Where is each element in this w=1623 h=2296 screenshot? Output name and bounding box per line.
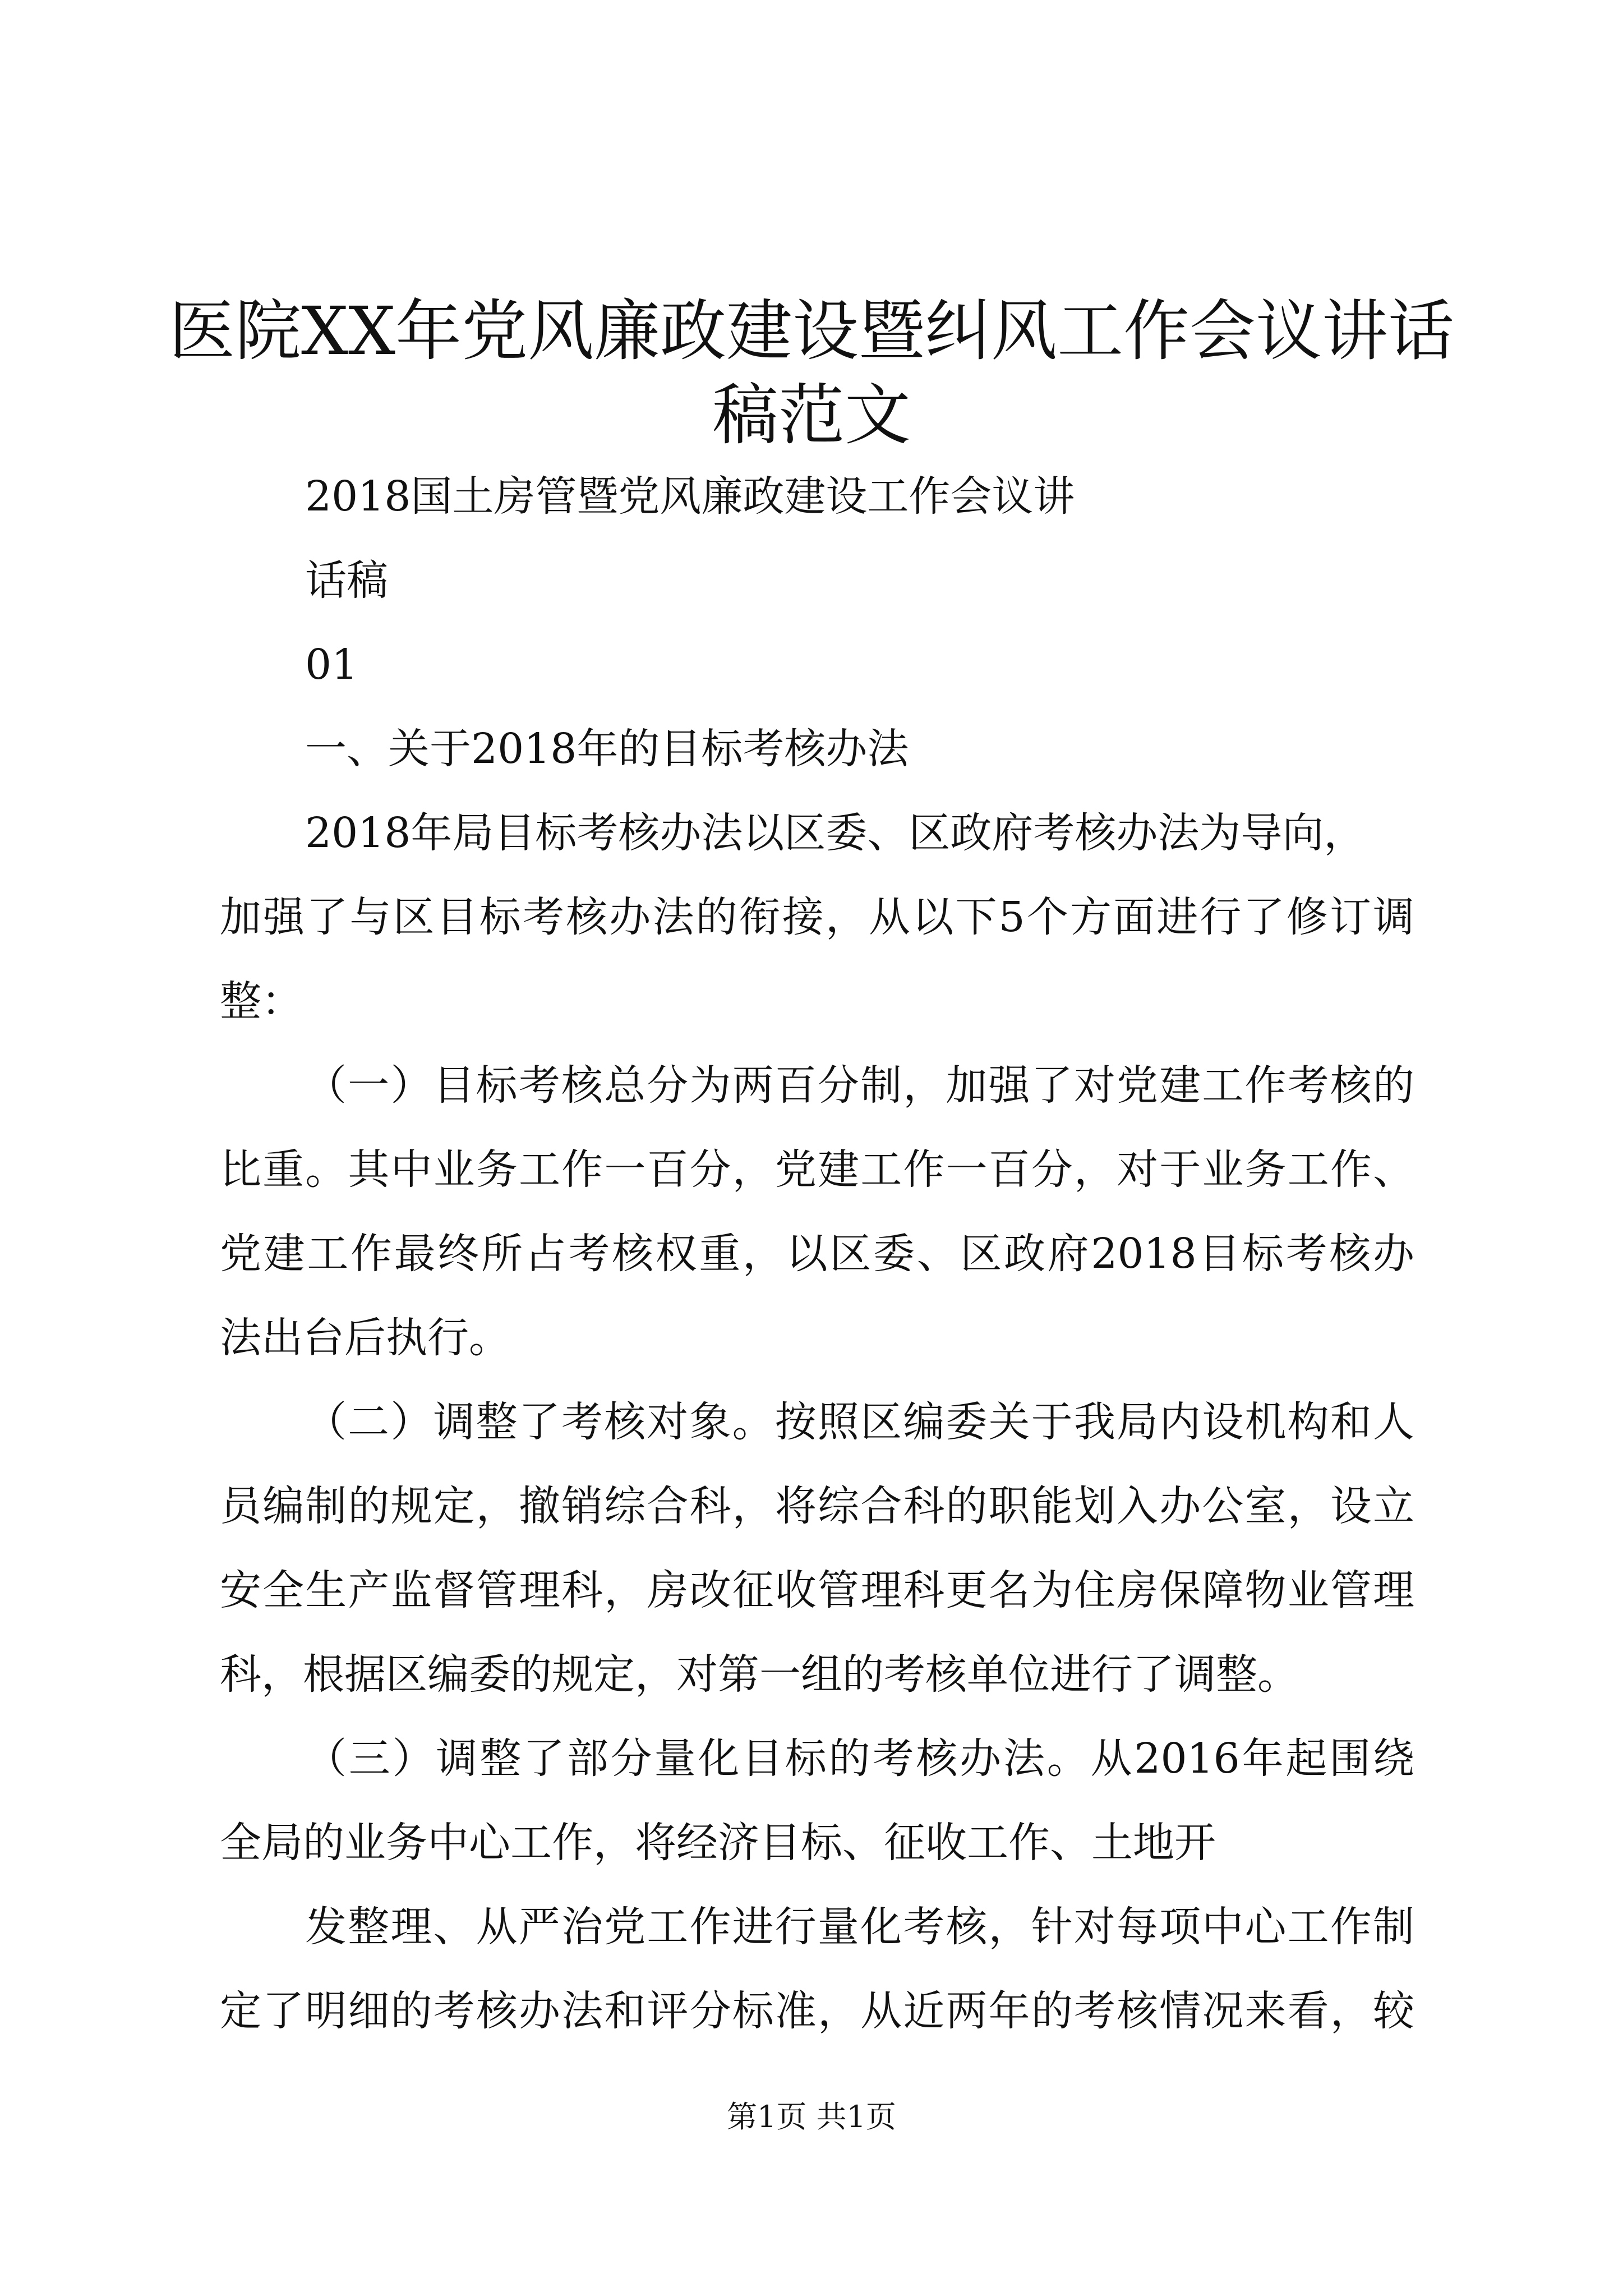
paragraph-5-line-2: 定了明细的考核办法和评分标准，从近两年的考核情况来看，较 bbox=[220, 1987, 1414, 2035]
subtitle-line-2: 话稿 bbox=[305, 556, 388, 605]
paragraph-2-line-3: 党建工作最终所占考核权重，以区委、区政府2018目标考核办 bbox=[220, 1230, 1414, 1278]
paragraph-2-line-1: （一）目标考核总分为两百分制，加强了对党建工作考核的 bbox=[305, 1061, 1414, 1110]
paragraph-3-line-3: 安全生产监督管理科，房改征收管理科更名为住房保障物业管理 bbox=[220, 1566, 1414, 1614]
section-heading: 一、关于2018年的目标考核办法 bbox=[305, 725, 909, 773]
paragraph-3-line-1: （二）调整了考核对象。按照区编委关于我局内设机构和人 bbox=[305, 1398, 1414, 1446]
document-title-line-1: 医院XX年党风廉政建设暨纠风工作会议讲话 bbox=[168, 292, 1454, 370]
paragraph-1-line-2: 加强了与区目标考核办法的衔接，从以下5个方面进行了修订调 bbox=[220, 893, 1414, 941]
paragraph-2-line-4: 法出台后执行。 bbox=[220, 1314, 510, 1362]
paragraph-1-line-1: 2018年局目标考核办法以区委、区政府考核办法为导向， bbox=[305, 809, 1366, 857]
paragraph-3-line-4: 科，根据区编委的规定，对第一组的考核单位进行了调整。 bbox=[220, 1650, 1299, 1699]
document-title-line-2: 稿范文 bbox=[712, 376, 911, 454]
subtitle-line-1: 2018国土房管暨党风廉政建设工作会议讲 bbox=[305, 472, 1075, 521]
paragraph-5-line-1: 发整理、从严治党工作进行量化考核，针对每项中心工作制 bbox=[305, 1903, 1414, 1951]
paragraph-1-line-3: 整： bbox=[220, 977, 303, 1025]
paragraph-4-line-2: 全局的业务中心工作，将经济目标、征收工作、土地开 bbox=[220, 1819, 1216, 1867]
paragraph-4-line-1: （三）调整了部分量化目标的考核办法。从2016年起围绕 bbox=[305, 1734, 1414, 1783]
section-number: 01 bbox=[305, 641, 358, 689]
paragraph-2-line-2: 比重。其中业务工作一百分，党建工作一百分，对于业务工作、 bbox=[220, 1145, 1414, 1194]
page-number-footer: 第1页 共1页 bbox=[727, 2099, 896, 2134]
paragraph-3-line-2: 员编制的规定，撤销综合科，将综合科的职能划入办公室，设立 bbox=[220, 1482, 1414, 1530]
